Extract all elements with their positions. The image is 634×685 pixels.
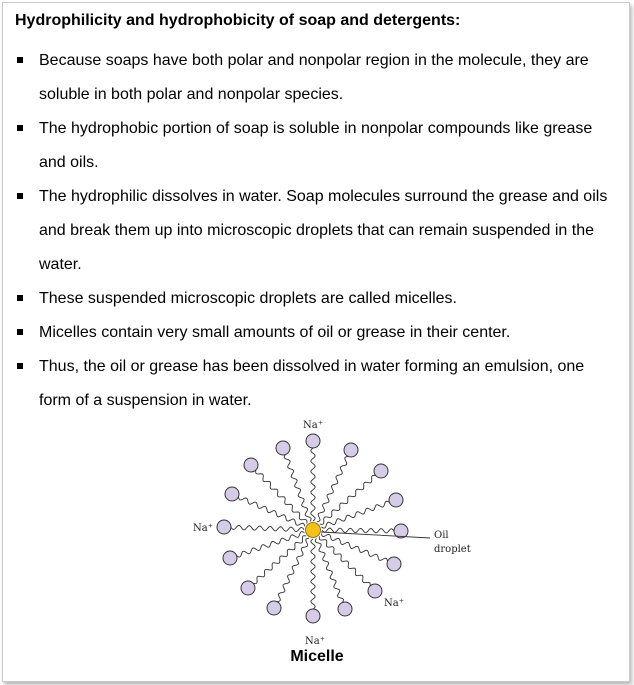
bullet-square-icon [17,57,23,63]
hydrocarbon-tail [317,456,348,522]
hydrocarbon-tail [237,532,305,558]
list-item [16,282,620,316]
list-item [16,350,620,418]
hydrocarbon-tail [321,533,387,561]
polar-head [217,520,231,534]
list-item [16,44,620,112]
na-label-lower-right: Na⁺ [384,598,404,609]
na-label-left: Na⁺ [193,523,213,534]
polar-head [241,581,255,595]
list-item [16,112,620,180]
bullet-list [16,44,620,418]
diagram-caption: Micelle [290,648,344,665]
polar-head [267,601,281,615]
hydrocarbon-tail [315,538,343,602]
bullet-square-icon [17,329,23,335]
hydrocarbon-tail [311,448,315,521]
list-item-text: The hydrophilic dissolves in water. Soap molecules surround the grease and oils and break them up into microscopic droplets that can remain suspended in the water. [39,188,608,273]
micelle-diagram [190,416,480,648]
hydrocarbon-tail [238,497,304,526]
na-label-top: Na⁺ [303,420,323,431]
list-item [16,180,620,282]
section-heading: Hydrophilicity and hydrophobicity of soap and detergents: [15,12,461,29]
polar-head [344,443,358,457]
polar-head [338,602,352,616]
polar-head [368,584,382,598]
polar-head [306,434,320,448]
hydrocarbon-tail [277,538,309,602]
polar-head [244,458,258,472]
list-item [16,316,620,350]
bullet-square-icon [17,193,23,199]
hydrocarbon-tail [311,539,315,609]
bullet-square-icon [17,295,23,301]
polar-head [389,493,403,507]
oil-label-line2: droplet [434,544,471,555]
polar-head [225,487,239,501]
polar-head [306,609,320,623]
list-item-text: Micelles contain very small amounts of oil or grease in their center. [39,324,511,341]
bullet-square-icon [17,363,23,369]
polar-head [387,557,401,571]
polar-head [374,464,388,478]
na-label-bottom: Na⁺ [305,636,325,647]
list-item-text: Thus, the oil or grease has been dissolved in water forming an emulsion, one form of a suspension in water. [39,358,585,409]
list-item-text: These suspended microscopic droplets are called micelles. [39,290,457,307]
oil-label-line1: Oil [434,530,449,541]
list-item-text: The hydrophobic portion of soap is soluble in nonpolar compounds like grease and oils. [39,120,593,171]
hydrocarbon-tail [231,525,304,531]
list-item-text: Because soaps have both polar and nonpolar region in the molecule, they are soluble in both polar and nonpolar species. [39,52,589,103]
bullet-square-icon [17,125,23,131]
oil-droplet-core [306,523,321,538]
polar-head [223,551,237,565]
polar-head [276,441,290,455]
